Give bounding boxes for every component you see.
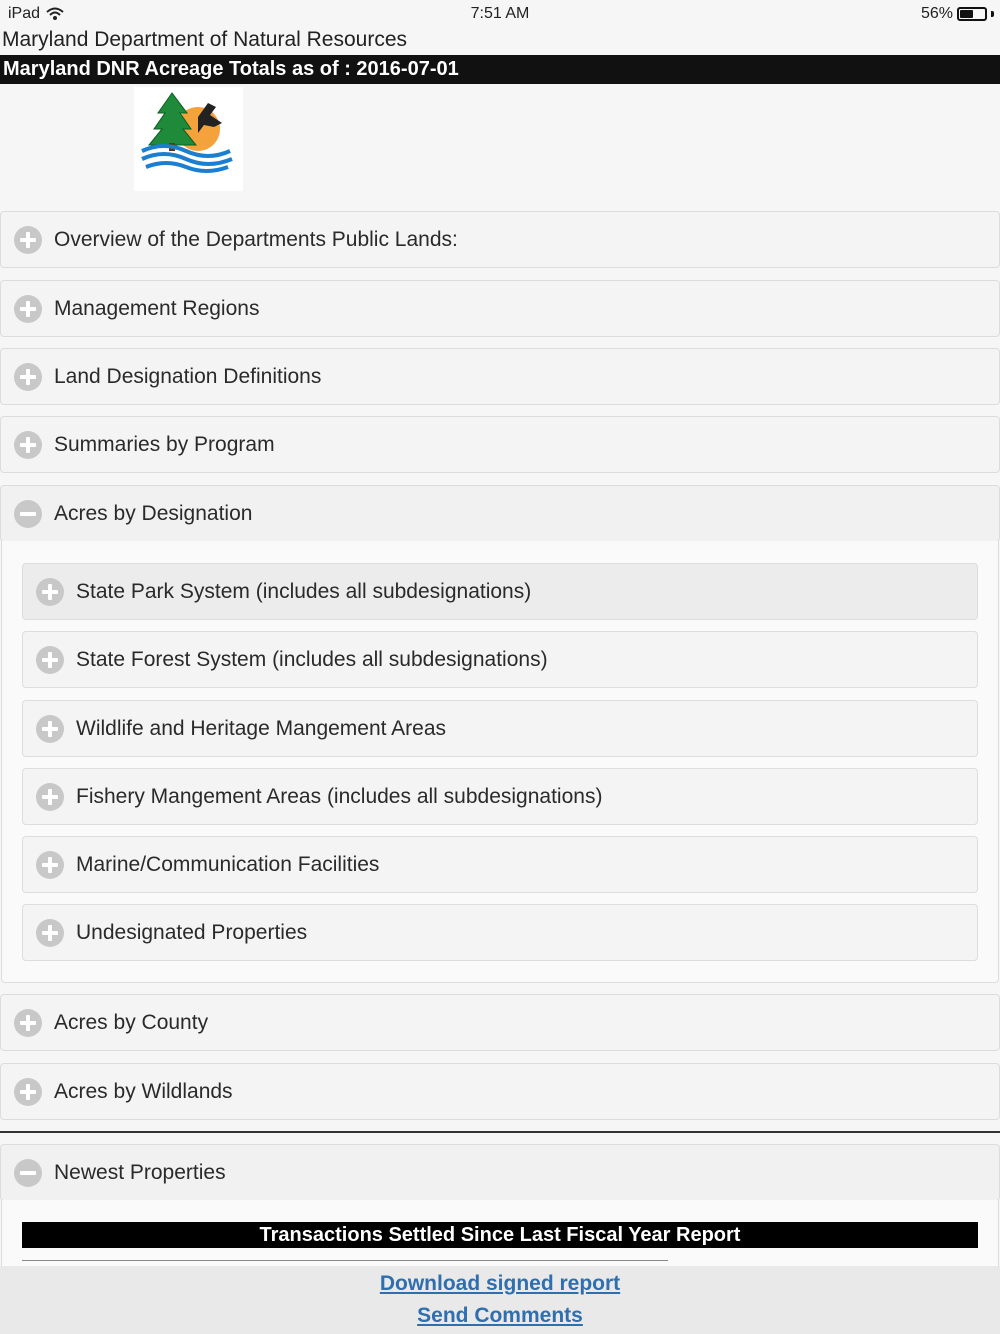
- section-label: Overview of the Departments Public Lands:: [54, 227, 458, 251]
- section-label: Summaries by Program: [54, 432, 275, 456]
- designation-item-fishery[interactable]: [22, 768, 978, 825]
- send-comments-link[interactable]: Send Comments: [417, 1304, 583, 1327]
- battery-percent: 56%: [920, 5, 953, 22]
- section-summaries-by-program[interactable]: [0, 416, 1000, 473]
- section-label: Acres by Designation: [54, 501, 253, 525]
- section-land-designation-definitions[interactable]: [0, 348, 1000, 405]
- designation-item-wildlife-heritage[interactable]: [22, 700, 978, 757]
- section-label: Newest Properties: [54, 1160, 226, 1184]
- site-title: Maryland Department of Natural Resources: [2, 28, 408, 51]
- section-acres-by-county[interactable]: [0, 994, 1000, 1051]
- battery-indicator: [921, 5, 994, 23]
- footer: [0, 1266, 1000, 1334]
- expand-plus-icon: [36, 783, 64, 811]
- collapse-minus-icon: [14, 500, 42, 528]
- designation-label: Marine/Communication Facilities: [76, 852, 380, 876]
- designation-label: Fishery Mangement Areas (includes all subdesignations): [76, 784, 603, 808]
- designation-label: Wildlife and Heritage Mangement Areas: [76, 716, 447, 740]
- designation-label: State Forest System (includes all subdesignations): [76, 647, 548, 671]
- expand-plus-icon: [14, 226, 42, 254]
- designation-item-state-forest[interactable]: [22, 631, 978, 688]
- section-label: Acres by Wildlands: [54, 1079, 233, 1103]
- designation-item-marine-communication[interactable]: [22, 836, 978, 893]
- expand-plus-icon: [36, 919, 64, 947]
- transactions-header: Transactions Settled Since Last Fiscal Year Report: [22, 1222, 978, 1248]
- collapse-minus-icon: [14, 1159, 42, 1187]
- section-management-regions[interactable]: [0, 280, 1000, 337]
- section-label: Land Designation Definitions: [54, 364, 322, 388]
- expand-plus-icon: [36, 851, 64, 879]
- acreage-title-bar: Maryland DNR Acreage Totals as of : 2016-07-01: [0, 55, 1000, 84]
- download-report-link[interactable]: Download signed report: [379, 1272, 621, 1295]
- expand-plus-icon: [36, 578, 64, 606]
- section-newest-properties[interactable]: [0, 1144, 1000, 1201]
- section-label: Acres by County: [54, 1010, 209, 1034]
- expand-plus-icon: [14, 431, 42, 459]
- status-bar: [0, 0, 1000, 28]
- expand-plus-icon: [14, 295, 42, 323]
- carrier-label: iPad: [8, 5, 41, 22]
- expand-plus-icon: [14, 1009, 42, 1037]
- section-overview[interactable]: [0, 211, 1000, 268]
- section-label: Management Regions: [54, 296, 260, 320]
- designation-item-undesignated[interactable]: [22, 904, 978, 961]
- section-divider: [0, 1131, 1000, 1133]
- designation-label: State Park System (includes all subdesignations): [76, 579, 532, 603]
- section-acres-by-designation[interactable]: [0, 485, 1000, 542]
- dnr-logo: [134, 87, 243, 191]
- designation-label: Undesignated Properties: [76, 920, 308, 944]
- expand-plus-icon: [36, 715, 64, 743]
- transactions-divider: [22, 1260, 668, 1261]
- clock: 7:51 AM: [470, 5, 530, 22]
- battery-icon: [957, 7, 987, 21]
- expand-plus-icon: [36, 646, 64, 674]
- section-acres-by-wildlands[interactable]: [0, 1063, 1000, 1120]
- designation-item-state-park[interactable]: [22, 563, 978, 620]
- expand-plus-icon: [14, 1078, 42, 1106]
- expand-plus-icon: [14, 363, 42, 391]
